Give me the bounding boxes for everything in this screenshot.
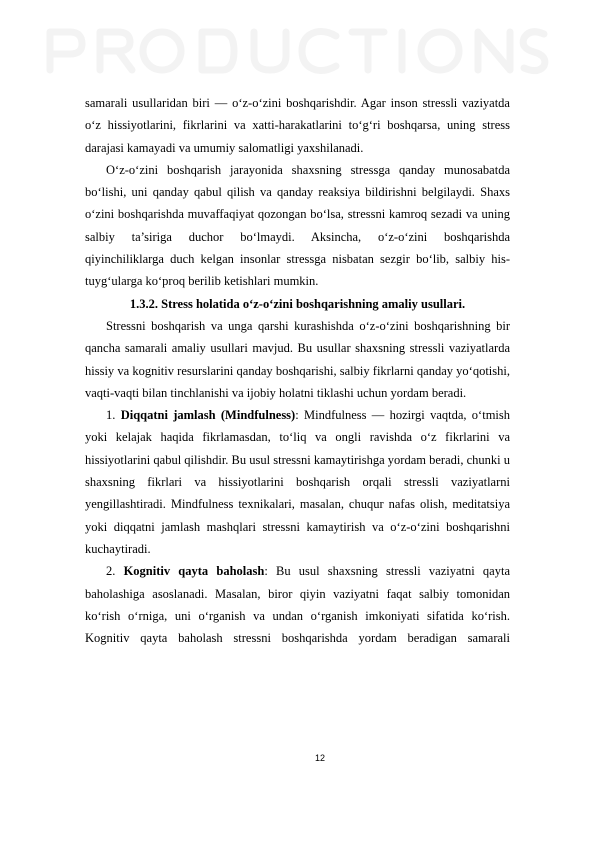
list-item-number: 2. (106, 564, 116, 579)
list-item-text: : Mindfulness — hozirgi vaqtda, o‘tmish yoki kelajak haqida fikrlamasdan, to‘liq va ongli ravishda o‘z fikrlarini va hissiyotlarini qabul qilishdir. Bu usul stressni kamaytirishga yordam beradi, chunki u shaxsning fikrlari va hissiyotlarini boshqarish orqali stressli vaziyatlarni yengillashtiradi. Mindfulness texnikalari, masalan, chuqur nafas olish, meditatsiya yoki diqqatni jamlash mashqlari stressni kamaytirish va o‘z-o‘zini boshqarishni kuchaytiradi. (85, 408, 511, 556)
list-item-title: Kognitiv qayta baholash (123, 564, 265, 579)
document-body (85, 92, 510, 649)
list-item-cognitive-reappraisal (85, 560, 510, 649)
watermark-graphic (40, 20, 555, 80)
paragraph-practical-methods: Stressni boshqarish va unga qarshi kurashishda o‘z-o‘zini boshqarishning bir qancha samarali amaliy usullari mavjud. Bu usullar shaxsning stressli vaziyatlarda hissiy va kognitiv resurslarini qanday boshqarishi, salbiy fikrlarni qanday yo‘qotishi, vaqti-vaqti bilan tinchlanishi va ijobiy holatni tiklashi uchun yordam beradi. (85, 318, 510, 400)
page-number: 12 (314, 753, 325, 763)
paragraph-self-management: O‘z-o‘zini boshqarish jarayonida shaxsning stressga qanday munosabatda bo‘lishi, uni qanday qabul qilish va qanday reaksiya bildirishni belgilaydi. Shaxs o‘zini boshqarishda muvaffaqiyat qozongan bo‘lsa, stressni kamroq sezadi va uning salbiy ta’siriga duchor bo‘lmaydi. Aksincha, o‘z-o‘zini boshqarishda qiyinchiliklarga duch kelgan insonlar stressga nisbatan sezgir bo‘lib, salbiy his-tuyg‘ularga ko‘proq berilib ketishlari mumkin. (85, 162, 510, 289)
list-item-number: 1. (106, 408, 116, 423)
section-heading: 1.3.2. Stress holatida o‘z-o‘zini boshqarishning amaliy usullari. (129, 296, 466, 311)
paragraph-intro-continuation: samarali usullaridan biri — o‘z-o‘zini boshqarishdir. Agar inson stressli vaziyatda o‘z hissiyotlarini, fikrlarini va xatti-harakatlarini to‘g‘ri boshqarsa, uning stress darajasi kamayadi va umumiy salomatligi yaxshilanadi. (85, 96, 510, 155)
list-item-title: Diqqatni jamlash (Mindfulness) (120, 408, 296, 423)
list-item-text: : Bu usul shaxsning stressli vaziyatni qayta baholashiga asoslanadi. Masalan, biror qiyin vaziyatni faqat salbiy tomonidan ko‘rish o‘rniga, uni o‘rganish va undan o‘rganish imkoniyati sifatida ko‘rish. Kognitiv qayta baholash stressni boshqarishda yordam beradigan samarali (85, 564, 510, 646)
list-item-mindfulness (85, 404, 510, 560)
